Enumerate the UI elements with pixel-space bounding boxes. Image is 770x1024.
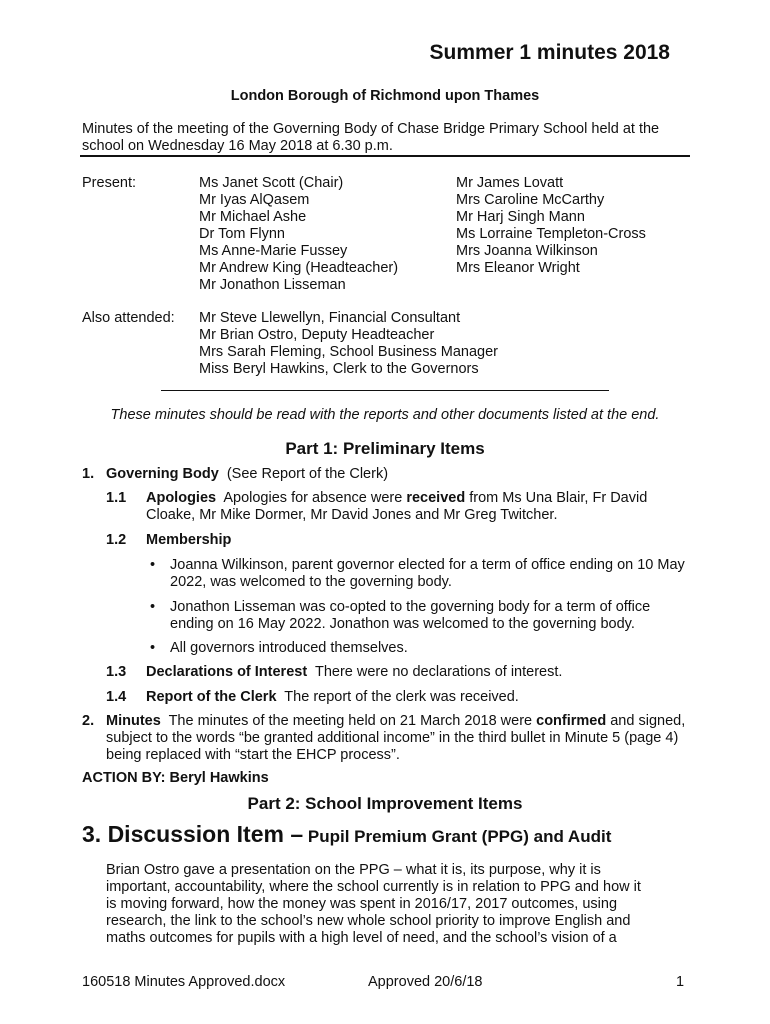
item-emphasis: received [406,490,466,506]
attendee: Mr James Lovatt [456,175,564,191]
item-apologies [146,490,691,524]
bullet: • [150,640,156,656]
discussion-heading-sub: Pupil Premium Grant (PPG) and Audit [303,827,612,846]
item-title: Apologies [146,490,217,506]
section-title: Governing Body [106,466,219,482]
also-attended-label: Also attended: [82,310,175,326]
footer-filename: 160518 Minutes Approved.docx [82,974,286,990]
item-clerk-report [146,689,691,706]
discussion-heading [82,821,612,847]
item-number: 1. [82,466,95,482]
bullet-text: Joanna Wilkinson, parent governor elected for a term of office ending on 10 May 2022, was welcomed to the governing body. [170,557,685,590]
attendee: Ms Anne-Marie Fussey [199,243,348,259]
attendee: Ms Janet Scott (Chair) [199,175,344,191]
attendee: Mr Jonathon Lisseman [199,277,346,293]
item-number: 1.4 [106,689,127,705]
reading-note: These minutes should be read with the reports and other documents listed at the end. [110,407,660,423]
attendee: Mrs Joanna Wilkinson [456,243,598,259]
section-emphasis: confirmed [536,713,607,729]
section-minutes [106,713,686,764]
attendee: Mr Harj Singh Mann [456,209,585,225]
attendee: Mrs Eleanor Wright [456,260,580,276]
body-line: Brian Ostro gave a presentation on the PPG – what it is, its purpose, why it is [106,862,601,878]
meeting-intro: Minutes of the meeting of the Governing Body of Chase Bridge Primary School held at the school on Wednesday 16 May 2018 at 6.30 p.m. [82,121,660,154]
attendee: Mr Brian Ostro, Deputy Headteacher [199,327,435,343]
bullet: • [150,557,156,573]
section-subtitle: (See Report of the Clerk) [218,466,389,482]
item-membership-title: Membership [146,532,232,548]
item-number: 1.1 [106,490,127,506]
section-text: and signed, subject to the words “be granted additional income” in the third bullet in Minute 5 (page 4) being replaced with “start the EHCP process”. [106,713,686,763]
attendee: Mr Michael Ashe [199,209,307,225]
item-text: The report of the clerk was received. [276,689,519,705]
item-number: 1.2 [106,532,127,548]
attendee: Mrs Caroline McCarthy [456,192,605,208]
present-column-1 [199,175,398,294]
also-attended-list [199,310,498,378]
document-title: Summer 1 minutes 2018 [429,41,670,64]
bullet-text: Jonathon Lisseman was co-opted to the governing body for a term of office ending on 16 May 2022. Jonathon was welcomed to the governing body. [170,599,651,632]
section-governing-body [106,466,686,483]
section-text: The minutes of the meeting held on 21 March 2018 were [160,713,537,729]
item-text: from Ms Una Blair, Fr David Cloake, Mr Mike Dormer, Mr David Jones and Mr Greg Twitcher. [146,490,648,523]
item-title: Declarations of Interest [146,664,308,680]
item-number: 1.3 [106,664,127,680]
attendee: Miss Beryl Hawkins, Clerk to the Governors [199,361,479,377]
bullet: • [150,599,156,615]
attendee: Mrs Sarah Fleming, School Business Manager [199,344,498,360]
footer-page-number: 1 [676,974,685,990]
item-title: Report of the Clerk [146,689,277,705]
header-rule [80,155,690,157]
attendee: Mr Steve Llewellyn, Financial Consultant [199,310,461,326]
attendee: Dr Tom Flynn [199,226,285,242]
action-by: ACTION BY: Beryl Hawkins [82,770,269,786]
bullet-text: All governors introduced themselves. [170,640,408,656]
part2-heading: Part 2: School Improvement Items [247,794,523,813]
section-title: Minutes [106,713,161,729]
present-label: Present: [82,175,136,191]
body-line: important, accountability, where the school currently is in relation to PPG and how it [106,879,641,895]
body-line: research, the link to the school’s new whole school priority to improve English and [106,913,631,929]
attendee: Mr Iyas AlQasem [199,192,310,208]
discussion-heading-main: 3. Discussion Item – [82,821,304,847]
council-name: London Borough of Richmond upon Thames [230,88,540,104]
item-number: 2. [82,713,95,729]
item-text: Apologies for absence were [216,490,407,506]
attendee: Mr Andrew King (Headteacher) [199,260,399,276]
item-declarations [146,664,691,681]
body-line: is moving forward, how the money was spent in 2016/17, 2017 outcomes, using [106,896,618,912]
attendee: Ms Lorraine Templeton-Cross [456,226,646,242]
present-column-2 [456,175,646,277]
attendance-rule [161,390,609,391]
item-text: There were no declarations of interest. [307,664,563,680]
discussion-body [106,862,686,947]
footer-approved: Approved 20/6/18 [368,974,483,990]
part1-heading: Part 1: Preliminary Items [285,439,485,458]
body-line: maths outcomes for pupils with a high level of need, and the school’s vision of a [106,930,617,946]
